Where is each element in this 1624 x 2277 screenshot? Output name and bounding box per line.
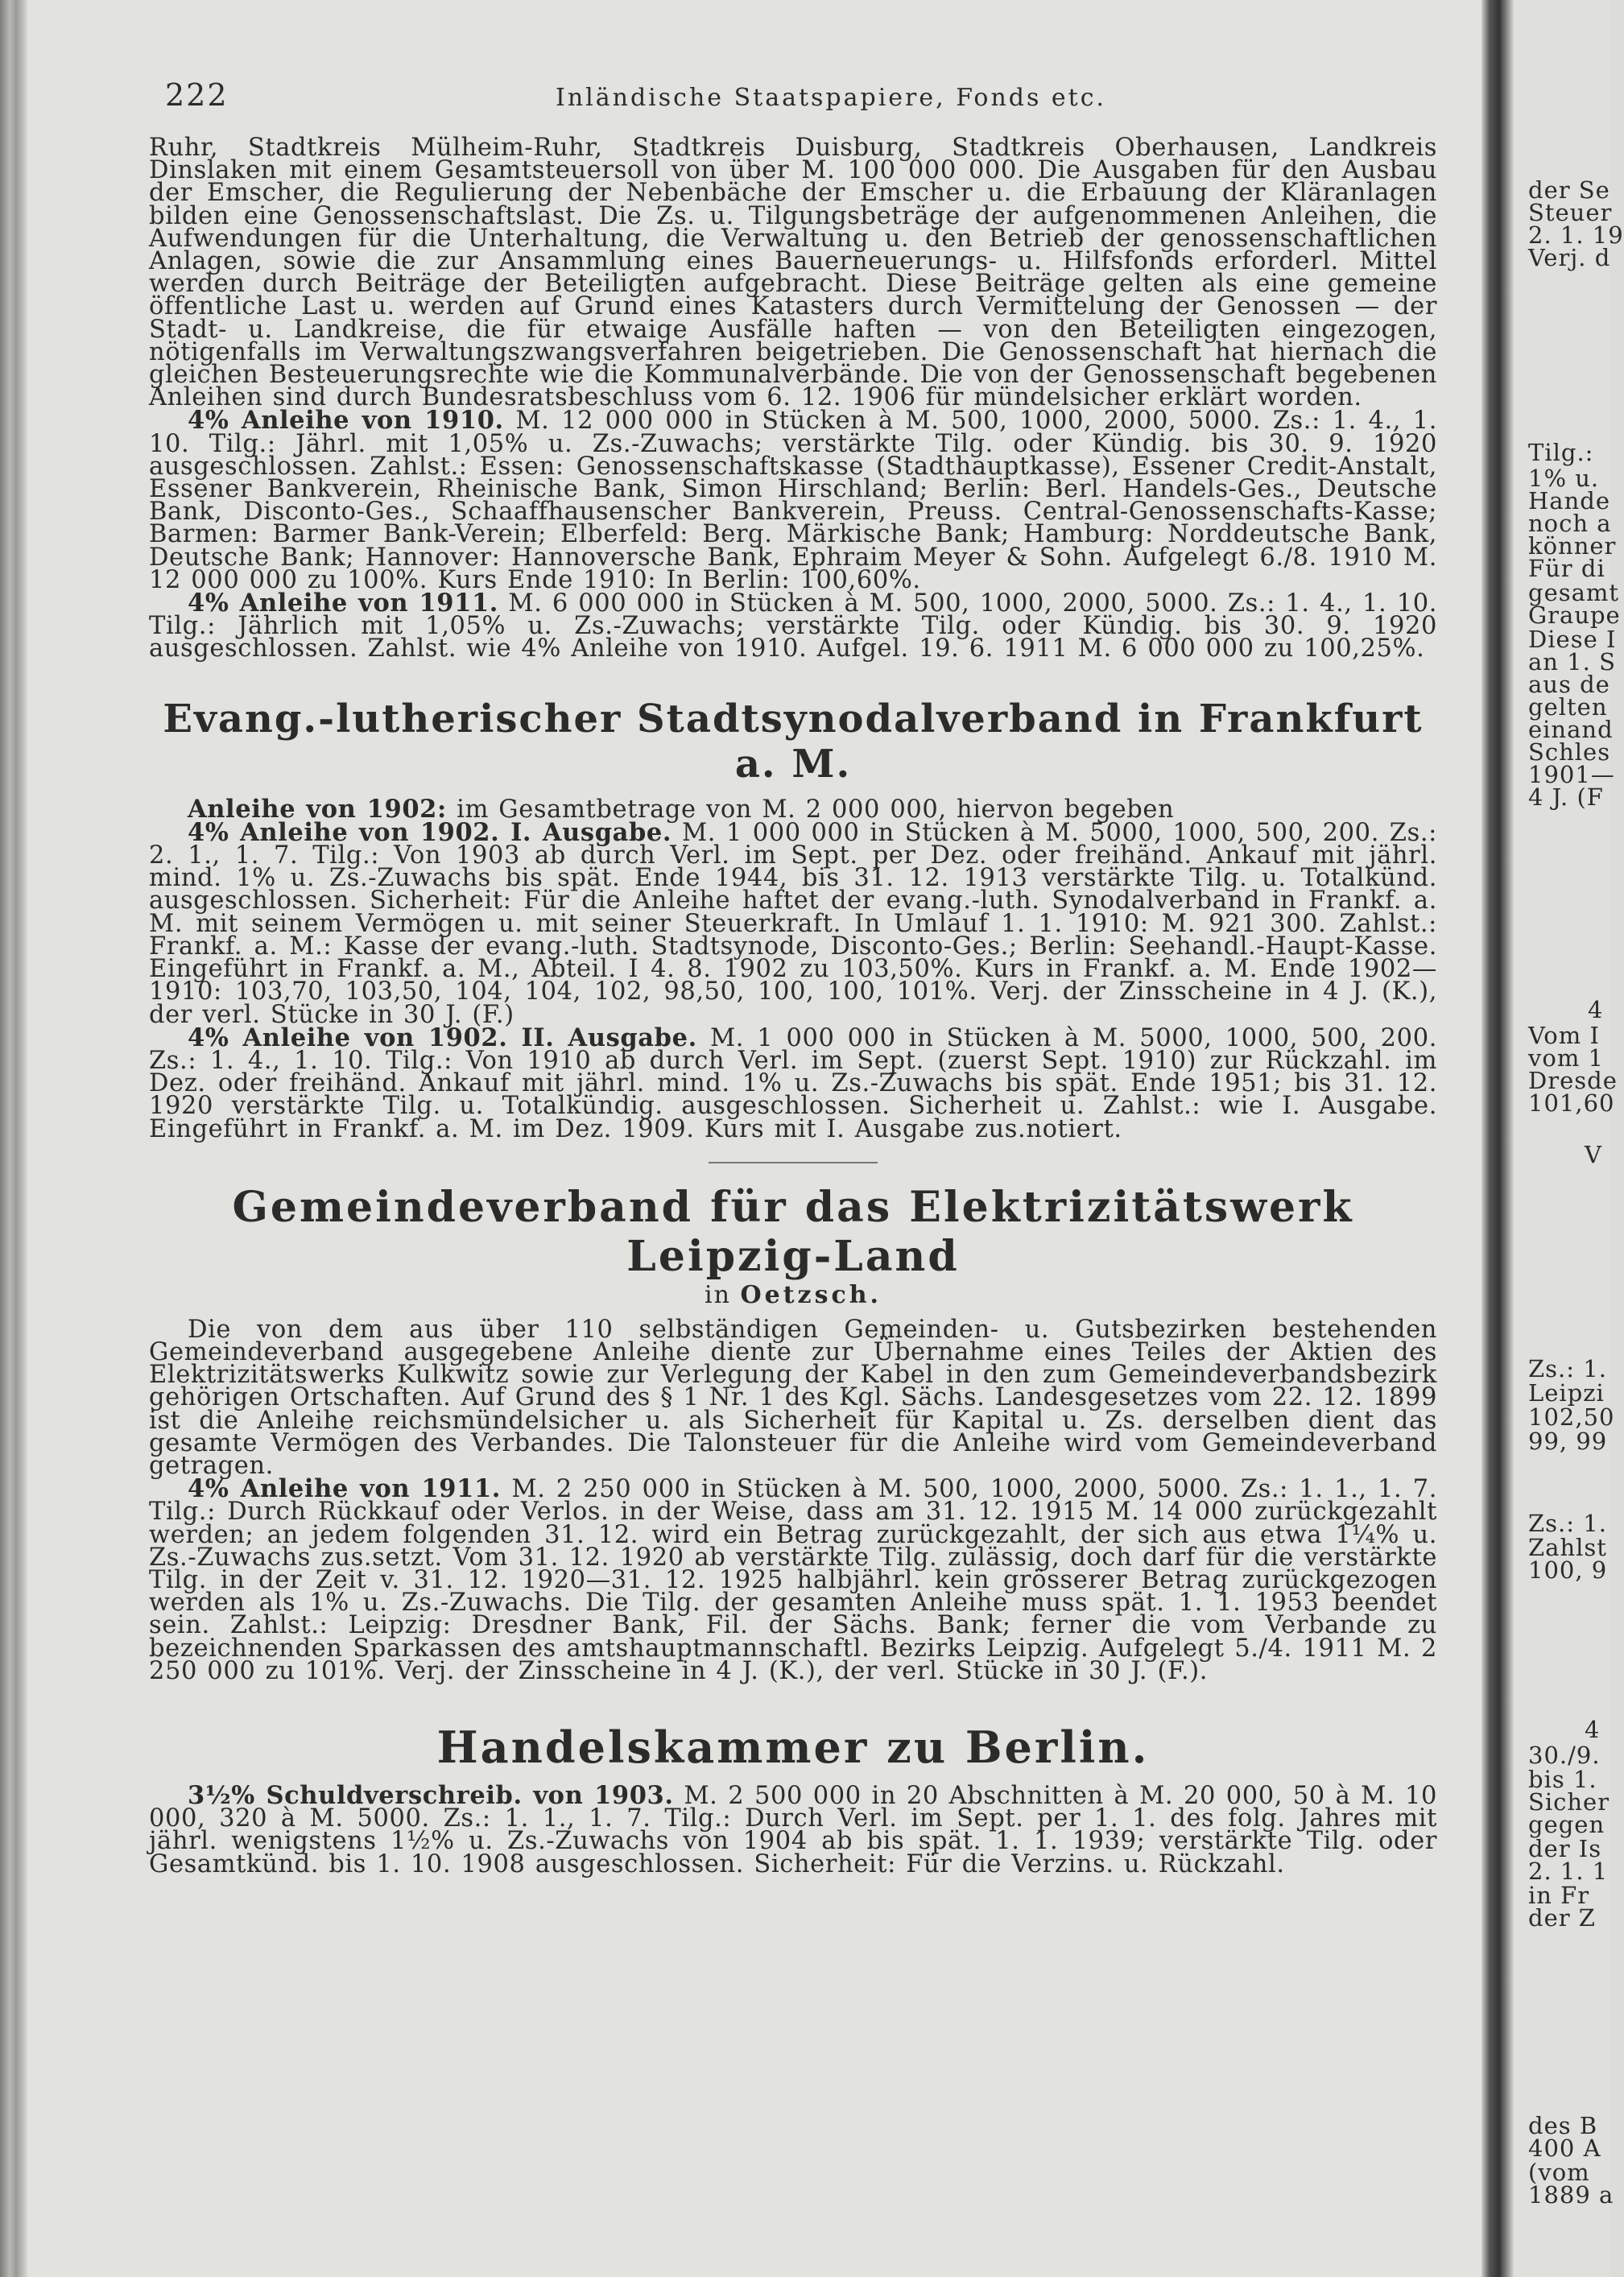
facing-line: gegen bbox=[1528, 1811, 1605, 1838]
facing-line: Zs.: 1. bbox=[1528, 1355, 1607, 1382]
page-content bbox=[149, 134, 1438, 1878]
facing-line: vom 1 bbox=[1528, 1044, 1605, 1072]
facing-line: 2. 1. 1 bbox=[1528, 1858, 1609, 1885]
gemeinde-intro-paragraph: Die von dem aus über 110 selbständigen Gemeinden- u. Gutsbezirken bestehenden Gemeindeverband ausgegebene Anleihe diente zur Übernahme eines Teiles der Aktien des Elektrizitätswerks Kulkwitz sowie zur Verlegung der Kabel in den zum Gemeindeverbandsbezirk gehörigen Ortschaften. Auf Grund des § 1 Nr. 1 des Kgl. Sächs. Landesgesetzes vom 22. 12. 1899 ist die Anleihe reichsmündelsicher u. als Sicherheit für Kapital u. Zs. derselben dient das gesamte Vermögen des Verbandes. Die Talonsteuer für die Anleihe wird vom Gemeindeverband getragen. bbox=[149, 1315, 1437, 1480]
section-divider bbox=[709, 1162, 878, 1163]
facing-line: Zs.: 1. bbox=[1528, 1510, 1607, 1537]
facing-line: Graupe bbox=[1528, 601, 1621, 629]
facing-line: Vom I bbox=[1528, 1022, 1600, 1049]
handels-paragraph bbox=[149, 1780, 1438, 1878]
facing-line: 1901— bbox=[1528, 761, 1615, 788]
facing-line: 99, 99 bbox=[1528, 1428, 1608, 1455]
binding-edge bbox=[0, 0, 27, 2277]
facing-line: (vom bbox=[1528, 2159, 1590, 2186]
facing-line: Sicher bbox=[1528, 1788, 1610, 1816]
facing-line: in Fr bbox=[1528, 1882, 1590, 1909]
facing-line: 4 J. (F bbox=[1528, 783, 1604, 811]
evang-lead-heading: Anleihe von 1902: bbox=[188, 794, 447, 824]
section-subtitle-gemeinde bbox=[149, 1281, 1437, 1309]
facing-line: Hande bbox=[1528, 487, 1610, 514]
facing-line: Diese I bbox=[1528, 626, 1617, 653]
facing-line: einand bbox=[1528, 716, 1614, 743]
facing-line: der Se bbox=[1528, 176, 1610, 204]
facing-line: aus de bbox=[1528, 671, 1610, 698]
page-header bbox=[165, 77, 1437, 118]
anleihe-1910-text: M. 12 000 000 in Stücken à M. 500, 1000, 2000, 5000. Zs.: 1. 4., 1. 10. Tilg.: Jährl. mit 1,05% u. Zs.-Zuwachs; verstärkte Tilg. oder Kündig. bis 30. 9. 1920 ausgeschlossen. Zahlst.: Essen: Genossenschaftskasse (Stadthauptkasse), Essener Credit-Anstalt, Essener Bankverein, Rheinische Bank, Simon Hirschland; Berlin: Berl. Handels-Ges., Deutsche Bank, Disconto-Ges., Schaaffhausenscher Bankverein, Preuss. Central-Genossenschafts-Kasse; Barmen: Barmer Bank-Verein; Elberfeld: Berg. Märkische Bank; Hamburg: Norddeutsche Bank, Deutsche Bank; Hannover: Hannoversche Bank, Ephraim Meyer & Sohn. Aufgelegt 6./8. 1910 M. 12 000 000 zu 100%. Kurs Ende 1910: In Berlin: 100,60%. bbox=[149, 407, 1437, 594]
section-title-gemeinde: Gemeindeverband für das Elektrizitätswerk Leipzig-Land bbox=[232, 1182, 1354, 1281]
facing-line: 4 bbox=[1585, 1716, 1601, 1743]
facing-line: 400 A bbox=[1528, 2134, 1601, 2162]
evang-ausgabe2-heading: 4% Anleihe von 1902. II. Ausgabe. bbox=[188, 1023, 697, 1052]
facing-line: noch a bbox=[1528, 510, 1612, 537]
facing-line: könner bbox=[1528, 532, 1617, 560]
facing-line: 2. 1. 19 bbox=[1528, 221, 1624, 249]
facing-line: 30./9. bbox=[1528, 1742, 1601, 1769]
facing-line: der Is bbox=[1528, 1835, 1602, 1862]
facing-page-fragment bbox=[1514, 0, 1624, 2277]
evang-ausgabe1-heading: 4% Anleihe von 1902. I. Ausgabe. bbox=[188, 817, 672, 847]
subtitle-place: Oetzsch. bbox=[740, 1280, 882, 1309]
evang-ausgabe2-text: M. 1 000 000 in Stücken à M. 5000, 1000, 500, 200. Zs.: 1. 4., 1. 10. Tilg.: Von 1910 ab durch Verl. im Sept. (zuerst Sept. 1910) zur Rückzahl. im Dez. oder freihänd. Ankauf mit jährl. mind. 1% u. Zs.-Zuwachs bis spät. Ende 1951; bis 31. 12. 1920 verstärkte Tilg. u. Totalkündig. ausgeschlossen. Sicherheit u. Zahlst.: wie I. Ausgabe. Eingeführt in Frankf. a. M. im Dez. 1909. Kurs mit I. Ausgabe zus.notiert. bbox=[149, 1023, 1437, 1143]
facing-line: 4 bbox=[1588, 996, 1604, 1023]
facing-line: 1% u. bbox=[1528, 465, 1600, 492]
facing-line: 101,60 bbox=[1528, 1089, 1615, 1117]
gemeinde-anleihe-paragraph bbox=[149, 1474, 1437, 1685]
anleihe-1911-text: M. 6 000 000 in Stücken à M. 500, 1000, 2000, 5000. Zs.: 1. 4., 1. 10. Tilg.: Jährlich mit 1,05% u. Zs.-Zuwachs; verstärkte Tilg. oder Kündig. bis 30. 9. 1920 ausgeschlossen. Zahlst. wie 4% Anleihe von 1910. Aufgel. 19. 6. 1911 M. 6 000 000 zu 100,25%. bbox=[149, 589, 1437, 663]
anleihe-1910-heading: 4% Anleihe von 1910. bbox=[188, 406, 504, 436]
evang-lead-text: im Gesamtbetrage von M. 2 000 000, hiervon begeben bbox=[446, 795, 1175, 824]
handels-text: M. 2 500 000 in 20 Abschnitten à M. 20 000, 50 à M. 10 000, 320 à M. 5000. Zs.: 1. 1., 1. 7. Tilg.: Durch Verl. im Sept. per 1. 1. des folg. Jahres mit jährl. wenigstens 1½% u. Zs.-Zuwachs von 1904 ab bis spät. 1. 1. 1939; verstärkte Tilg. oder Gesamtkünd. bis 1. 10. 1908 ausgeschlossen. Sicherheit: Für die Verzins. u. Rückzahl. bbox=[149, 1781, 1438, 1878]
facing-line: 1889 a bbox=[1528, 2181, 1614, 2209]
page-number: 222 bbox=[165, 77, 229, 113]
facing-line: bis 1. bbox=[1528, 1766, 1597, 1793]
facing-line: des B bbox=[1528, 2112, 1598, 2139]
section-title-evang: Evang.-lutherischer Stadtsynodalverband in Frankfurt a. M. bbox=[163, 696, 1424, 787]
evang-ausgabe1-paragraph bbox=[149, 817, 1438, 1029]
facing-line: gesamt bbox=[1528, 579, 1620, 606]
facing-line: Zahlst bbox=[1528, 1534, 1607, 1561]
facing-line: Tilg.: bbox=[1528, 439, 1594, 466]
gemeinde-anleihe-text: M. 2 250 000 in Stücken à M. 500, 1000, 2000, 5000. Zs.: 1. 1., 1. 7. Tilg.: Durch Rückkauf oder Verlos. in der Weise, dass am 31. 12. 1915 M. 14 000 zurückgezahlt werden; an jedem folgenden 31. 12. wird ein Betrag zurückgezahlt, der sich aus etwa 1¼% u. Zs.-Zuwachs zus.setzt. Vom 31. 12. 1920 ab verstärkte Tilg. zulässig, doch darf für die verstärkte Tilg. in der Zeit v. 31. 12. 1920—31. 12. 1925 halbjährl. kein grösserer Betrag zurückgezogen werden als 1% u. Zs.-Zuwachs. Die Tilg. der gesamten Anleihe muss spät. 1. 1. 1953 beendet sein. Zahlst.: Leipzig: Dresdner Bank, Fil. der Sächs. Bank; ferner die vom Verbande zu bezeichnenden Sparkassen des amtshauptmannschaftl. Bezirks Leipzig. Aufgelegt 5./4. 1911 M. 2 250 000 zu 101%. Verj. der Zinsscheine in 4 J. (K.), der verl. Stücke in 30 J. (F.). bbox=[149, 1475, 1437, 1685]
facing-line: 102,50 bbox=[1528, 1403, 1615, 1431]
running-title: Inländische Staatspapiere, Fonds etc. bbox=[556, 84, 1107, 112]
subtitle-prefix: in bbox=[705, 1280, 741, 1309]
facing-line: Für di bbox=[1528, 555, 1605, 582]
facing-line: V bbox=[1585, 1141, 1602, 1168]
book-gutter bbox=[1481, 0, 1514, 2277]
anleihe-1911-heading: 4% Anleihe von 1911. bbox=[188, 589, 498, 618]
handels-heading: 3½% Schuldverschreib. von 1903. bbox=[188, 1780, 674, 1810]
facing-line: gelten bbox=[1528, 693, 1608, 721]
facing-line: an 1. S bbox=[1528, 648, 1616, 676]
anleihe-1911-paragraph bbox=[149, 589, 1437, 663]
emscher-intro-paragraph: Ruhr, Stadtkreis Mülheim-Ruhr, Stadtkreis Duisburg, Stadtkreis Oberhausen, Landkreis Dinslaken mit einem Gesamtsteuersoll von über M. 100 000 000. Die Ausgaben für den Ausbau der Emscher, die Regulierung der Nebenbäche der Emscher u. die Erbauung der Kläranlagen bilden eine Genossenschaftslast. Die Zs. u. Tilgungsbeträge der aufgenommenen Anleihen, die Aufwendungen für die Unterhaltung, die Verwaltung u. den Betrieb der genossenschaftlichen Anlagen, sowie die zur Ansammlung eines Bauerneuerungs- u. Hilfsfonds erforderl. Mittel werden durch Beiträge der Beteiligten aufgebracht. Diese Beiträge gelten als eine gemeine öffentliche Last u. werden auf Grund eines Katasters durch Vermittelung der Genossen — der Stadt- u. Landkreise, die für etwaige Ausfälle haften — von den Beteiligten eingezogen, nötigenfalls im Verwaltungszwangsverfahren beigetrieben. Die Genossenschaft hat hiernach die gleichen Besteuerungsrechte wie die Kommunalverbände. Die von der Genossenschaft begebenen Anleihen sind durch Bundesratsbeschluss vom 6. 12. 1906 für mündelsicher erklärt worden. bbox=[149, 134, 1437, 412]
section-title-handels: Handelskammer zu Berlin. bbox=[436, 1721, 1150, 1773]
facing-line: 100, 9 bbox=[1528, 1556, 1608, 1584]
gemeinde-anleihe-heading: 4% Anleihe von 1911. bbox=[188, 1474, 501, 1504]
facing-line: Dresde bbox=[1528, 1067, 1618, 1094]
evang-ausgabe2-paragraph bbox=[149, 1023, 1437, 1143]
anleihe-1910-paragraph bbox=[149, 406, 1437, 594]
facing-line: Leipzi bbox=[1528, 1379, 1605, 1407]
facing-line: Verj. d bbox=[1528, 244, 1611, 271]
facing-line: Schles bbox=[1528, 738, 1611, 766]
facing-line: Steuer bbox=[1528, 199, 1613, 226]
evang-ausgabe1-text: M. 1 000 000 in Stücken à M. 5000, 1000, 500, 200. Zs.: 2. 1., 1. 7. Tilg.: Von 1903 ab durch Verl. im Sept. per Dez. oder freihänd. Ankauf mit jährl. mind. 1% u. Zs.-Zuwachs bis spät. Ende 1944, bis 31. 12. 1913 verstärkte Tilg. u. Totalkünd. ausgeschlossen. Sicherheit: Für die Anleihe haftet der evang.-luth. Synodalverband in Frankf. a. M. mit seinem Vermögen u. mit seiner Steuerkraft. In Umlauf 1. 1. 1910: M. 921 300. Zahlst.: Frankf. a. M.: Kasse der evang.-luth. Stadtsynode, Disconto-Ges.; Berlin: Seehandl.-Haupt-Kasse. Eingeführt in Frankf. a. M., Abteil. I 4. 8. 1902 zu 103,50%. Kurs in Frankf. a. M. Ende 1902—1910: 103,70, 103,50, 104, 104, 102, 98,50, 100, 100, 101%. Verj. der Zinsscheine in 4 J. (K.), der verl. Stücke in 30 J. (F.) bbox=[149, 818, 1438, 1029]
facing-line: der Z bbox=[1528, 1904, 1596, 1932]
